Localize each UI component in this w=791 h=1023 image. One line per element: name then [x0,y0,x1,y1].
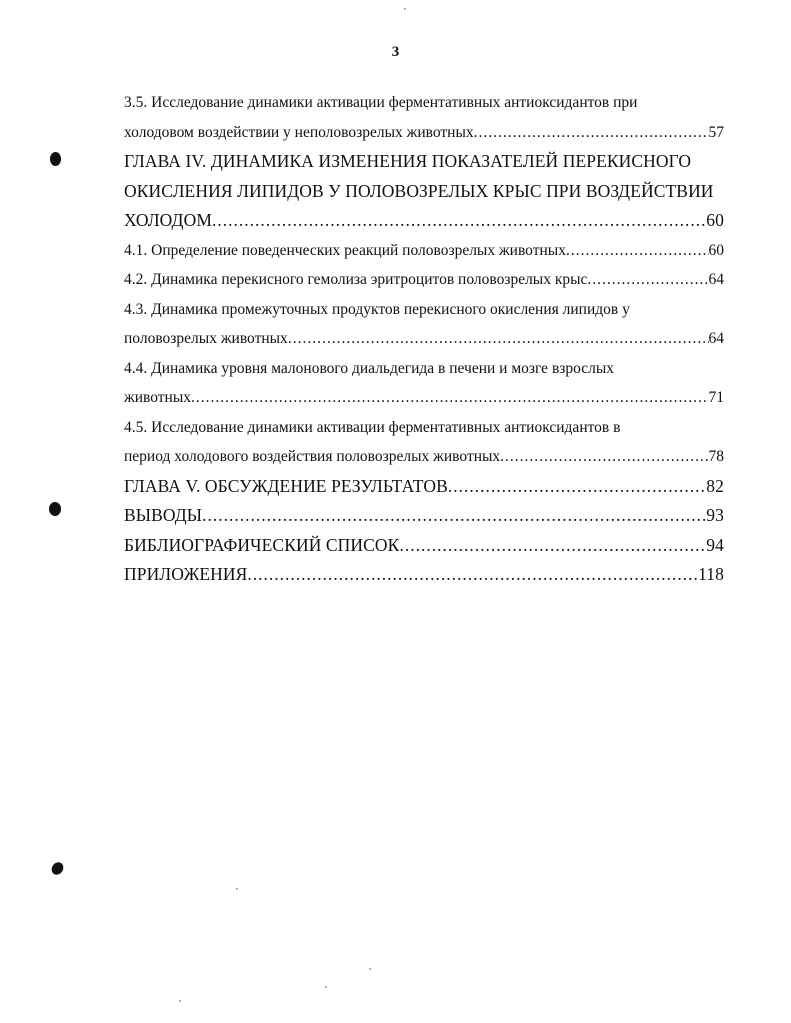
toc-chapter-text: ВЫВОДЫ [124,505,203,525]
dot-leader [474,118,709,148]
page-number: 3 [391,44,400,60]
dot-leader [399,531,706,561]
toc-page-number: 57 [708,123,724,141]
toc-line [124,177,724,207]
toc-line [124,295,724,325]
toc-line [124,383,724,413]
toc-page-number: 93 [706,505,724,525]
toc-entry-text: холодовом воздействии у неполовозрелых животных [124,123,474,141]
toc-page-number: 94 [706,534,724,555]
binder-hole-mark [50,152,61,166]
toc-page-number: 60 [708,241,724,259]
toc-entry-text: животных [124,389,191,406]
toc-chapter-text: ПРИЛОЖЕНИЯ [124,564,248,584]
toc-line [124,206,724,236]
dot-leader [191,383,709,413]
toc-page-number: 71 [708,389,724,406]
scan-speck [369,968,371,970]
toc-chapter-text: БИБЛИОГРАФИЧЕСКИЙ СПИСОК [124,534,400,555]
toc-chapter-text: ОКИСЛЕНИЯ ЛИПИДОВ У ПОЛОВОЗРЕЛЫХ КРЫС ПРИ ВОЗДЕЙСТВИИ [124,180,714,201]
toc-line [124,88,724,118]
toc-page-number: 64 [708,330,724,347]
scan-speck [236,888,238,890]
binder-hole-mark [49,502,61,516]
toc-entry-text: 4.4. Динамика уровня малонового диальдегида в печени и мозге взрослых [124,359,615,377]
scan-speck [179,1000,181,1002]
dot-leader [448,472,706,502]
toc-entry-text: 4.1. Определение поведенческих реакций половозрелых животных [124,241,566,259]
toc-line [124,118,724,148]
toc-line [124,501,724,531]
toc-page-number: 82 [706,475,724,496]
dot-leader [247,560,698,590]
scan-speck [404,8,406,10]
toc-page-number: 78 [708,448,724,465]
toc-entry-text: половозрелых животных [124,330,288,347]
dot-leader [212,206,706,236]
dot-leader [202,501,706,531]
toc-chapter-text: ГЛАВА IV. ДИНАМИКА ИЗМЕНЕНИЯ ПОКАЗАТЕЛЕЙ ПЕРЕКИСНОГО [124,151,692,171]
toc-entry-text: 3.5. Исследование динамики активации ферментативных антиоксидантов при [124,94,638,111]
toc-line [124,147,724,177]
toc-line [124,472,724,502]
binder-hole-mark [49,860,65,877]
scan-speck [325,986,327,988]
toc-line [124,354,724,384]
toc-line [124,413,724,443]
toc-entry-text: 4.5. Исследование динамики активации ферментативных антиоксидантов в [124,418,621,436]
toc-line [124,442,724,472]
table-of-contents [124,88,724,590]
dot-leader [587,265,708,295]
toc-page-number: 64 [708,271,724,288]
toc-entry-text: период холодового воздействия половозрелых животных [124,448,501,465]
toc-line [124,236,724,266]
toc-page-number: 60 [706,210,724,230]
toc-chapter-text: ГЛАВА V. ОБСУЖДЕНИЕ РЕЗУЛЬТАТОВ [124,475,448,496]
toc-line [124,324,724,354]
toc-page-number: 118 [698,564,724,584]
dot-leader [566,236,709,266]
toc-line [124,531,724,561]
toc-entry-text: 4.3. Динамика промежуточных продуктов перекисного окисления липидов у [124,300,630,318]
toc-line [124,265,724,295]
toc-line [124,560,724,590]
dot-leader [288,324,709,354]
toc-chapter-text: ХОЛОДОМ [124,210,212,230]
dot-leader [500,442,708,472]
toc-entry-text: 4.2. Динамика перекисного гемолиза эритроцитов половозрелых крыс [124,271,588,288]
